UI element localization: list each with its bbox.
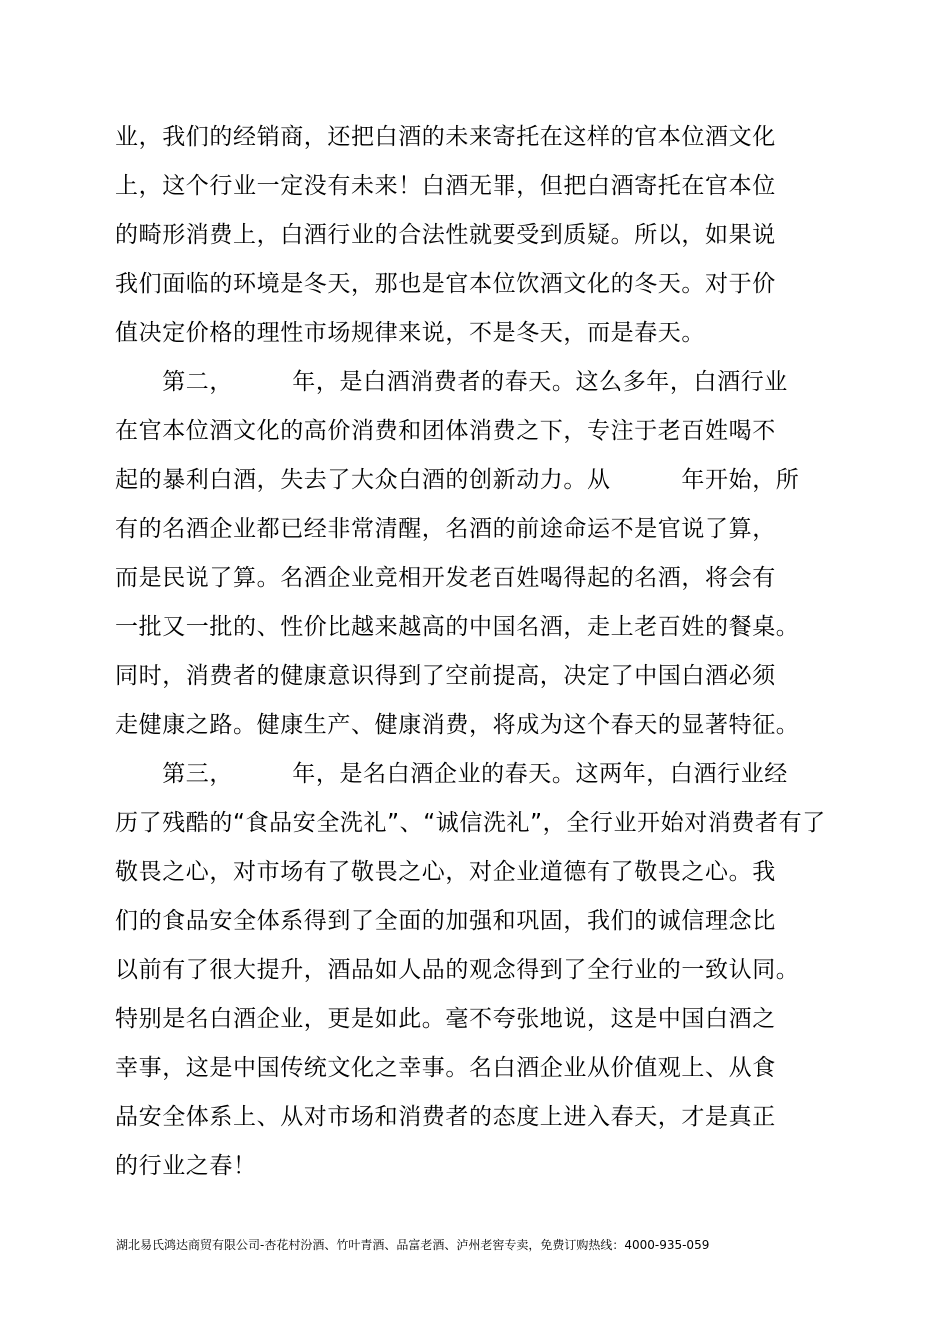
paragraph-third-start: 第三， 年，是名白酒企业的春天。这两年，白酒行业经	[115, 761, 788, 787]
text-line: 在官本位酒文化的高价消费和团体消费之下，专注于老百姓喝不	[115, 418, 776, 444]
text-line: 值决定价格的理性市场规律来说，不是冬天，而是春天。	[115, 320, 705, 346]
text-line: 一批又一批的、性价比越来越高的中国名酒，走上老百姓的餐桌。	[115, 614, 800, 640]
text-line: 走健康之路。健康生产、健康消费，将成为这个春天的显著特征。	[115, 712, 800, 738]
text-line: 业，我们的经销商，还把白酒的未来寄托在这样的官本位酒文化	[115, 124, 776, 150]
body-text	[115, 113, 840, 1191]
text-line: 幸事，这是中国传统文化之幸事。名白酒企业从价值观上、从食	[115, 1055, 776, 1081]
text-line: 历了残酷的“食品安全洗礼”、“诚信洗礼”，全行业开始对消费者有了	[115, 810, 826, 836]
page-footer: 湖北易氏鸿达商贸有限公司-杏花村汾酒、竹叶青酒、品富老酒、泸州老窖专卖，免费订购热线：4000-935-059	[116, 1238, 710, 1252]
text-line: 而是民说了算。名酒企业竞相开发老百姓喝得起的名酒，将会有	[115, 565, 776, 591]
text-line: 我们面临的环境是冬天，那也是官本位饮酒文化的冬天。对于价	[115, 271, 776, 297]
text-line: 们的食品安全体系得到了全面的加强和巩固，我们的诚信理念比	[115, 908, 776, 934]
text-line: 以前有了很大提升，酒品如人品的观念得到了全行业的一致认同。	[115, 957, 800, 983]
text-line: 特别是名白酒企业，更是如此。毫不夸张地说，这是中国白酒之	[115, 1006, 776, 1032]
text-line: 起的暴利白酒，失去了大众白酒的创新动力。从 年开始，所	[115, 467, 800, 493]
text-line: 上，这个行业一定没有未来！白酒无罪，但把白酒寄托在官本位	[115, 173, 776, 199]
text-line: 有的名酒企业都已经非常清醒，名酒的前途命运不是官说了算，	[115, 516, 776, 542]
text-line: 同时，消费者的健康意识得到了空前提高，决定了中国白酒必须	[115, 663, 776, 689]
text-line: 品安全体系上、从对市场和消费者的态度上进入春天，才是真正	[115, 1104, 776, 1130]
paragraph-second-start: 第二， 年，是白酒消费者的春天。这么多年，白酒行业	[115, 369, 788, 395]
text-line: 的行业之春！	[115, 1153, 257, 1179]
text-line: 的畸形消费上，白酒行业的合法性就要受到质疑。所以，如果说	[115, 222, 776, 248]
text-line: 敬畏之心，对市场有了敬畏之心，对企业道德有了敬畏之心。我	[115, 859, 776, 885]
